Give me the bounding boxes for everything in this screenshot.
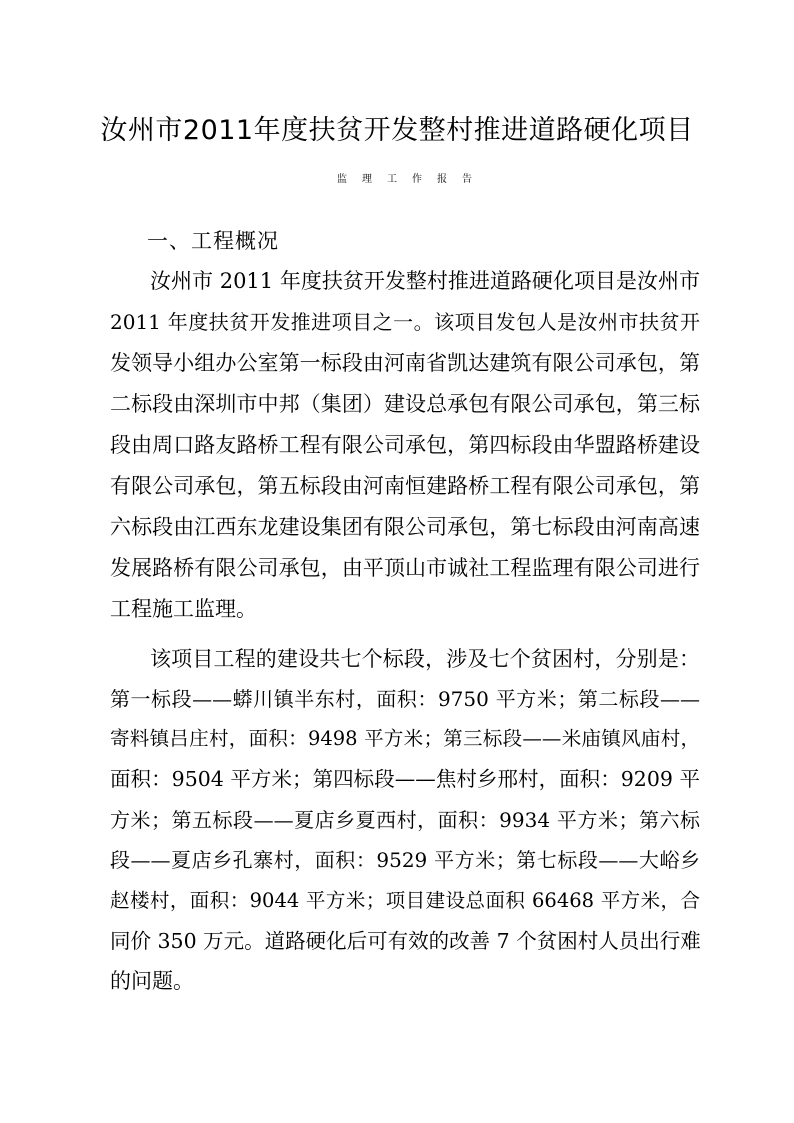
paragraph-line: 的问题。 — [110, 969, 194, 993]
paragraph-line: 同价 350 万元。道路硬化后可有效的改善 7 个贫困村人员出行难 — [110, 929, 701, 953]
paragraph-line: 六标段由江西东龙建设集团有限公司承包，第七标段由河南高速 — [110, 515, 700, 539]
document-title: 汝州市2011年度扶贫开发整村推进道路硬化项目 — [100, 115, 694, 146]
paragraph-line: 面积：9504 平方米；第四标段——焦村乡邢村，面积：9209 平 — [110, 767, 700, 791]
paragraph-line: 发领导小组办公室第一标段由河南省凯达建筑有限公司承包，第 — [110, 351, 700, 375]
paragraph-line: 段由周口路友路桥工程有限公司承包，第四标段由华盟路桥建设 — [110, 433, 700, 457]
paragraph-line: 赵楼村，面积：9044 平方米；项目建设总面积 66468 平方米，合 — [110, 889, 700, 912]
paragraph-line: 第一标段——蟒川镇半东村，面积：9750 平方米；第二标段—— — [110, 687, 700, 711]
paragraph-line: 该项目工程的建设共七个标段，涉及七个贫困村，分别是： — [150, 647, 700, 671]
paragraph-line: 方米；第五标段——夏店乡夏西村，面积：9934 平方米；第六标 — [110, 808, 700, 832]
paragraph-line: 2011 年度扶贫开发推进项目之一。该项目发包人是汝州市扶贫开 — [110, 310, 700, 334]
paragraph-line: 发展路桥有限公司承包，由平顶山市诚社工程监理有限公司进行 — [110, 556, 700, 580]
paragraph-line: 二标段由深圳市中邦（集团）建设总承包有限公司承包，第三标 — [110, 392, 700, 416]
paragraph-line: 汝州市 2011 年度扶贫开发整村推进道路硬化项目是汝州市 — [150, 269, 700, 293]
paragraph-line: 有限公司承包，第五标段由河南恒建路桥工程有限公司承包，第 — [110, 474, 700, 498]
document-subtitle: 监理工作报告 — [337, 174, 487, 185]
paragraph-line: 寄料镇吕庄村，面积：9498 平方米；第三标段——米庙镇风庙村， — [110, 727, 700, 750]
section-heading: 一、工程概况 — [147, 229, 279, 253]
paragraph-line: 段——夏店乡孔寨村，面积：9529 平方米；第七标段——大峪乡 — [110, 848, 700, 872]
paragraph-line: 工程施工监理。 — [110, 597, 257, 621]
